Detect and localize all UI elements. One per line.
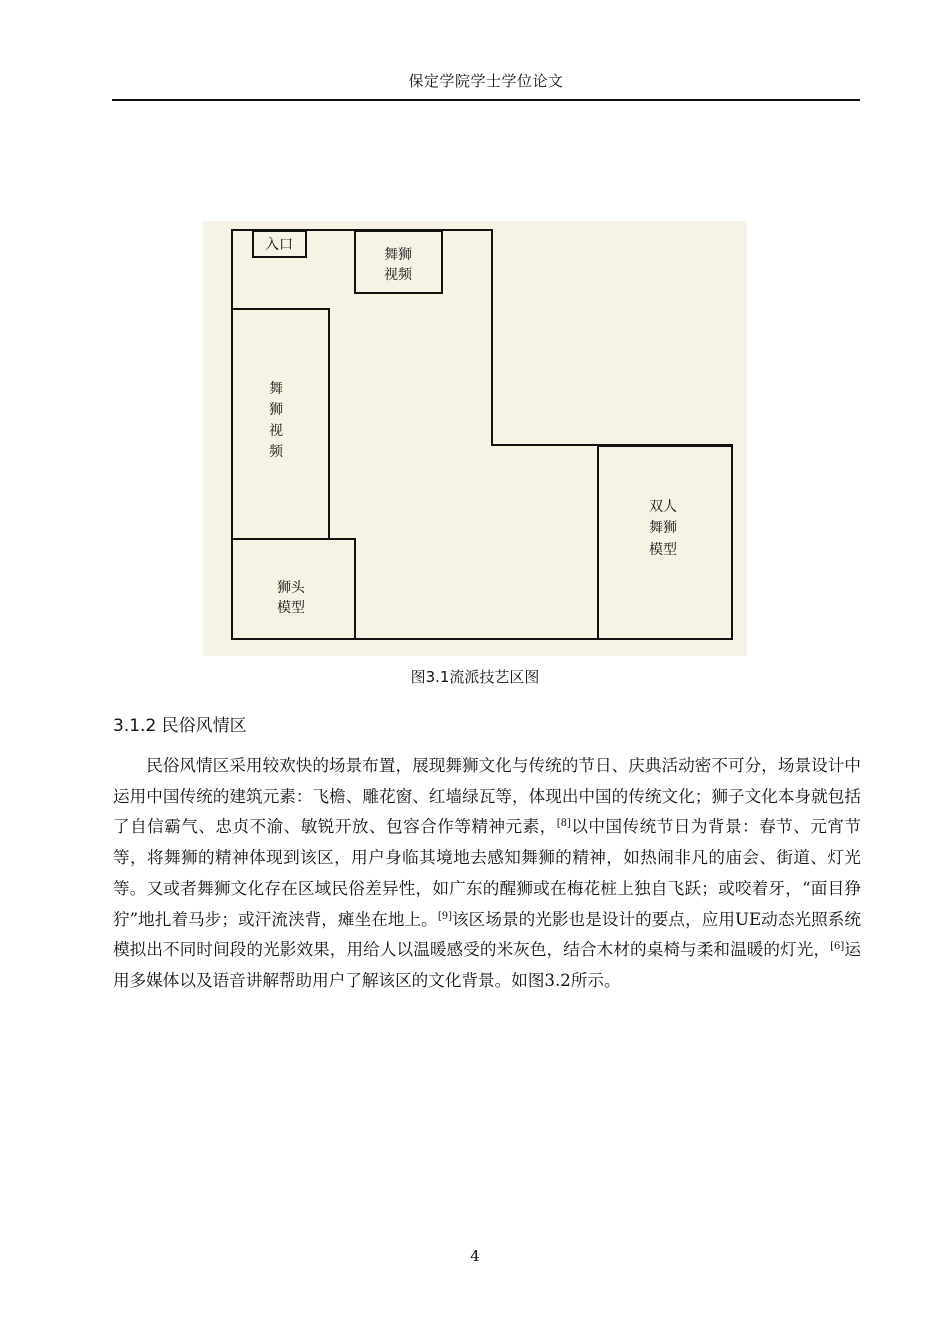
video-left-label-4: 频	[269, 444, 283, 460]
double-lion-label-2: 舞狮	[649, 520, 677, 536]
entrance-label: 入口	[265, 237, 293, 253]
video-left-label-2: 狮	[269, 402, 283, 418]
paragraph	[113, 751, 861, 997]
running-header: 保定学院学士学位论文	[408, 72, 564, 90]
text-run-4: 运用多媒体以及语音讲解帮助用户了解该区的文化背景。如图3.2所示。	[113, 940, 862, 990]
video-left-label-1: 舞	[269, 381, 283, 397]
outer-boundary	[232, 230, 732, 639]
double-lion-label-1: 双人	[649, 499, 677, 515]
figure-caption: 图3.1流派技艺区图	[410, 668, 540, 686]
video-top-label-2: 视频	[384, 267, 412, 283]
text-run-2: 以中国传统节日为背景：春节、元宵节等，将舞狮的精神体现到该区，用户身临其境地去感知舞狮的精神，如热闹非凡的庙会、街道、灯光等。又或者舞狮文化存在区域民俗差异性，如广东的醒狮或在梅花桩上独自飞跃；或咬着牙，“面目狰狞”地扎着马步；或汗流浃背，瘫坐在地上。	[113, 817, 862, 929]
video-top-label-1: 舞狮	[384, 247, 412, 263]
citation-ref: [9]	[437, 910, 452, 922]
citation-ref: [8]	[556, 818, 571, 830]
text-run-3: 该区场景的光影也是设计的要点，应用UE动态光照系统模拟出不同时间段的光影效果，用给人以温暖感受的米灰色，结合木材的桌椅与柔和温暖的灯光，	[113, 909, 861, 960]
double-lion-label-3: 模型	[649, 542, 677, 558]
video-left-label-3: 视	[269, 423, 283, 439]
page-number: 4	[470, 1247, 480, 1265]
body-paragraph	[113, 751, 861, 997]
lion-head-label-1: 狮头	[277, 580, 305, 596]
section-heading: 3.1.2 民俗风情区	[113, 716, 247, 736]
text-run-1: 民俗风情区采用较欢快的场景布置，展现舞狮文化与传统的节日、庆典活动密不可分，场景设计中运用中国传统的建筑元素：飞檐、雕花窗、红墙绿瓦等，体现出中国的传统文化；狮子文化本身就包括了自信霸气、忠贞不渝、敏锐开放、包容合作等精神元素，	[113, 756, 861, 837]
floor-plan-diagram	[203, 221, 747, 656]
header-rule	[112, 99, 860, 101]
citation-ref: [6]	[830, 941, 845, 953]
floor-plan-figure	[203, 221, 747, 656]
lion-head-label-2: 模型	[277, 600, 305, 616]
